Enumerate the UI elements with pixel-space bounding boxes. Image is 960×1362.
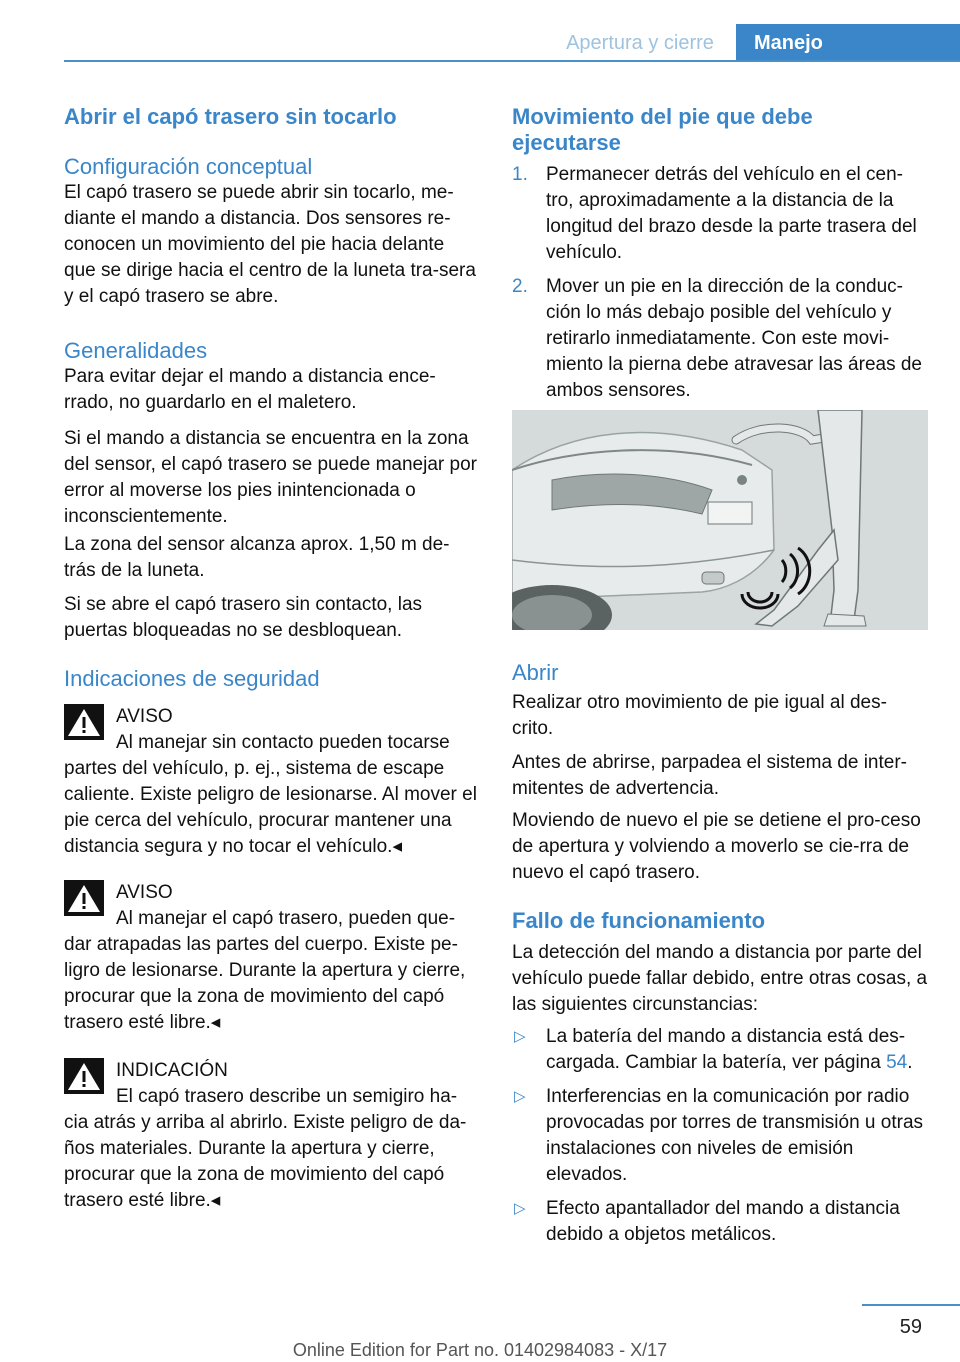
list-item — [512, 274, 928, 404]
heading-safety: Indicaciones de seguridad — [64, 666, 320, 691]
malfunction-paragraph: La detección del mando a distancia por parte del vehículo puede fallar debido, entre otras cosas, a las siguientes circunstancias: — [512, 942, 928, 1015]
header-divider — [64, 60, 960, 62]
warning-block-2 — [64, 880, 480, 1040]
list-item — [512, 162, 928, 266]
warning-body: Al manejar sin contacto pueden tocarse partes del vehículo, p. ej., sistema de escape caliente. Existe peligro de lesionarse. Al mover el pie cerca del vehículo, procurar mantener una distancia segura y no tocar el vehículo.◂ — [64, 732, 477, 857]
warning-title: AVISO — [116, 706, 173, 727]
heading-open-without-touch: Abrir el capó trasero sin tocarlo — [64, 104, 397, 129]
step-text: Mover un pie en la dirección de la conduc-ción lo más debajo posible del vehículo y retirarlo inmediatamente. Con este movi-miento la pierna debe atravesar las áreas de ambos sensores. — [546, 276, 923, 401]
car-rear-kick-illustration-icon — [512, 410, 928, 630]
notice-title: INDICACIÓN — [116, 1060, 228, 1081]
list-item — [512, 1196, 928, 1248]
open-paragraph-2: Antes de abrirse, parpadea el sistema de inter-mitentes de advertencia. — [512, 752, 907, 799]
foot-movement-illustration — [512, 410, 928, 630]
bullet-text: La batería del mando a distancia está des-cargada. Cambiar la batería, ver página — [546, 1026, 906, 1073]
warning-block-1 — [64, 704, 480, 864]
open-paragraph-3: Moviendo de nuevo el pie se detiene el pro-ceso de apertura y volviendo a moverlo se cie-rra de nuevo el capó trasero. — [512, 810, 921, 883]
general-paragraph-4: Si se abre el capó trasero sin contacto, las puertas bloqueadas no se desbloquean. — [64, 594, 423, 641]
page-reference-link[interactable]: 54 — [886, 1052, 908, 1073]
bullet-triangle-icon: ▷ — [514, 1028, 526, 1045]
malfunction-list — [512, 1024, 928, 1256]
general-paragraph-2: Si el mando a distancia se encuentra en la zona del sensor, el capó trasero se puede manejar por error al moverse los pies inintencionada o inconscientemente. — [64, 428, 477, 527]
heading-open: Abrir — [512, 660, 559, 685]
concept-paragraph: El capó trasero se puede abrir sin tocarlo, me-diante el mando a distancia. Dos sensores re-conocen un movimiento del pie hacia delante que se dirige hacia el centro de la luneta tra-sera y el capó trasero se abre. — [64, 182, 476, 307]
steps-list — [512, 162, 928, 412]
notice-block — [64, 1058, 480, 1218]
page-number: 59 — [899, 1316, 922, 1338]
general-paragraph-1: Para evitar dejar el mando a distancia ence-rrado, no guardarlo en el maletero. — [64, 366, 436, 413]
bullet-tail: . — [907, 1052, 913, 1073]
warning-title: AVISO — [116, 882, 173, 903]
step-text: Permanecer detrás del vehículo en el cen-tro, aproximadamente a la distancia de la longitud del brazo desde la parte trasera del vehículo. — [546, 164, 917, 263]
heading-concept: Configuración conceptual — [64, 154, 313, 179]
general-paragraph-3: La zona del sensor alcanza aprox. 1,50 m de-trás de la luneta. — [64, 534, 450, 581]
open-paragraph-1: Realizar otro movimiento de pie igual al des-crito. — [512, 692, 887, 739]
edition-footer: Online Edition for Part no. 01402984083 - X/17 — [292, 1340, 668, 1360]
heading-malfunction: Fallo de funcionamiento — [512, 908, 766, 933]
list-item — [512, 1084, 928, 1188]
notice-body: El capó trasero describe un semigiro ha-cia atrás y arriba al abrirlo. Existe peligro de da-ños materiales. Durante la apertura y cierre, procurar que la zona de movimiento del capó trasero esté libre.◂ — [64, 1086, 467, 1211]
bullet-triangle-icon: ▷ — [514, 1088, 526, 1105]
step-number: 2. — [512, 276, 528, 297]
bullet-triangle-icon: ▷ — [514, 1200, 526, 1217]
chapter-tab[interactable]: Manejo — [736, 24, 960, 62]
footer-divider — [862, 1304, 960, 1306]
heading-foot-movement: Movimiento del pie que debe ejecutarse — [512, 104, 813, 155]
list-item — [512, 1024, 928, 1076]
bullet-text: Efecto apantallador del mando a distancia debido a objetos metálicos. — [546, 1198, 900, 1245]
bullet-text: Interferencias en la comunicación por radio provocadas por torres de transmisión u otras instalaciones con niveles de emisión elevados. — [546, 1086, 924, 1185]
warning-body: Al manejar el capó trasero, pueden que-dar atrapadas las partes del cuerpo. Existe pe-ligro de lesionarse. Durante la apertura y cierre, procurar que la zona de movimiento del capó trasero esté libre.◂ — [64, 908, 466, 1033]
heading-general: Generalidades — [64, 338, 208, 363]
section-tab[interactable]: Apertura y cierre — [566, 31, 714, 54]
step-number: 1. — [512, 164, 528, 185]
